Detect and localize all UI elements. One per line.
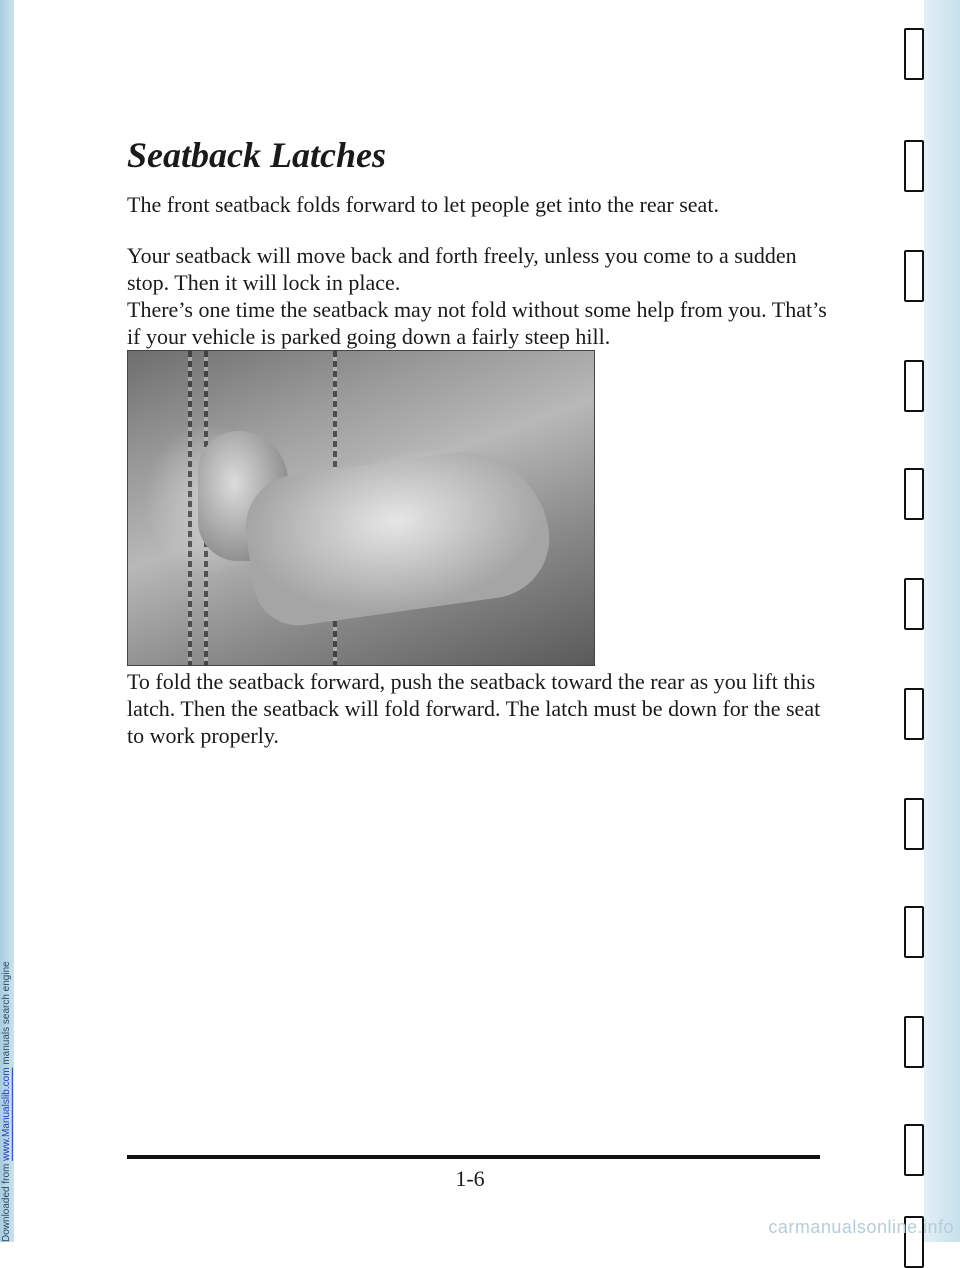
download-watermark (0, 0, 14, 1242)
page-number: 1-6 (455, 1166, 485, 1191)
paragraph-intro: The front seatback folds forward to let people get into the rear seat. (127, 192, 719, 217)
site-watermark: carmanualsonline.info (768, 1217, 954, 1237)
right-margin-stripe (924, 0, 960, 1242)
section-tab (904, 578, 924, 630)
paragraph-fold-instructions: To fold the seatback forward, push the seatback toward the rear as you lift this latch. Then the seatback will fold forward. The latch must be down for the seat to work properly. (127, 669, 821, 748)
section-tab (904, 688, 924, 740)
paragraph-free-movement: Your seatback will move back and forth freely, unless you come to a sudden stop. Then it will lock in place. (127, 243, 797, 295)
seatback-latch-photo (127, 350, 595, 666)
section-tab (904, 1016, 924, 1068)
section-tab (904, 360, 924, 412)
section-tab (904, 250, 924, 302)
section-tabs (904, 0, 928, 1242)
section-tab (904, 1124, 924, 1176)
paragraph-steep-hill: There’s one time the seatback may not fold without some help from you. That’s if your vehicle is parked going down a fairly steep hill. (127, 297, 827, 349)
manualslib-link[interactable]: www.Manualslib.com (1, 1067, 12, 1161)
section-tab (904, 798, 924, 850)
section-tab (904, 28, 924, 80)
page-title: Seatback Latches (127, 135, 386, 175)
footer-rule (127, 1155, 820, 1159)
watermark-prefix: Downloaded from (1, 1160, 12, 1242)
seat-seam (188, 351, 192, 665)
section-tab (904, 468, 924, 520)
section-tab (904, 906, 924, 958)
watermark-suffix: manuals search engine (1, 961, 12, 1068)
section-tab (904, 140, 924, 192)
